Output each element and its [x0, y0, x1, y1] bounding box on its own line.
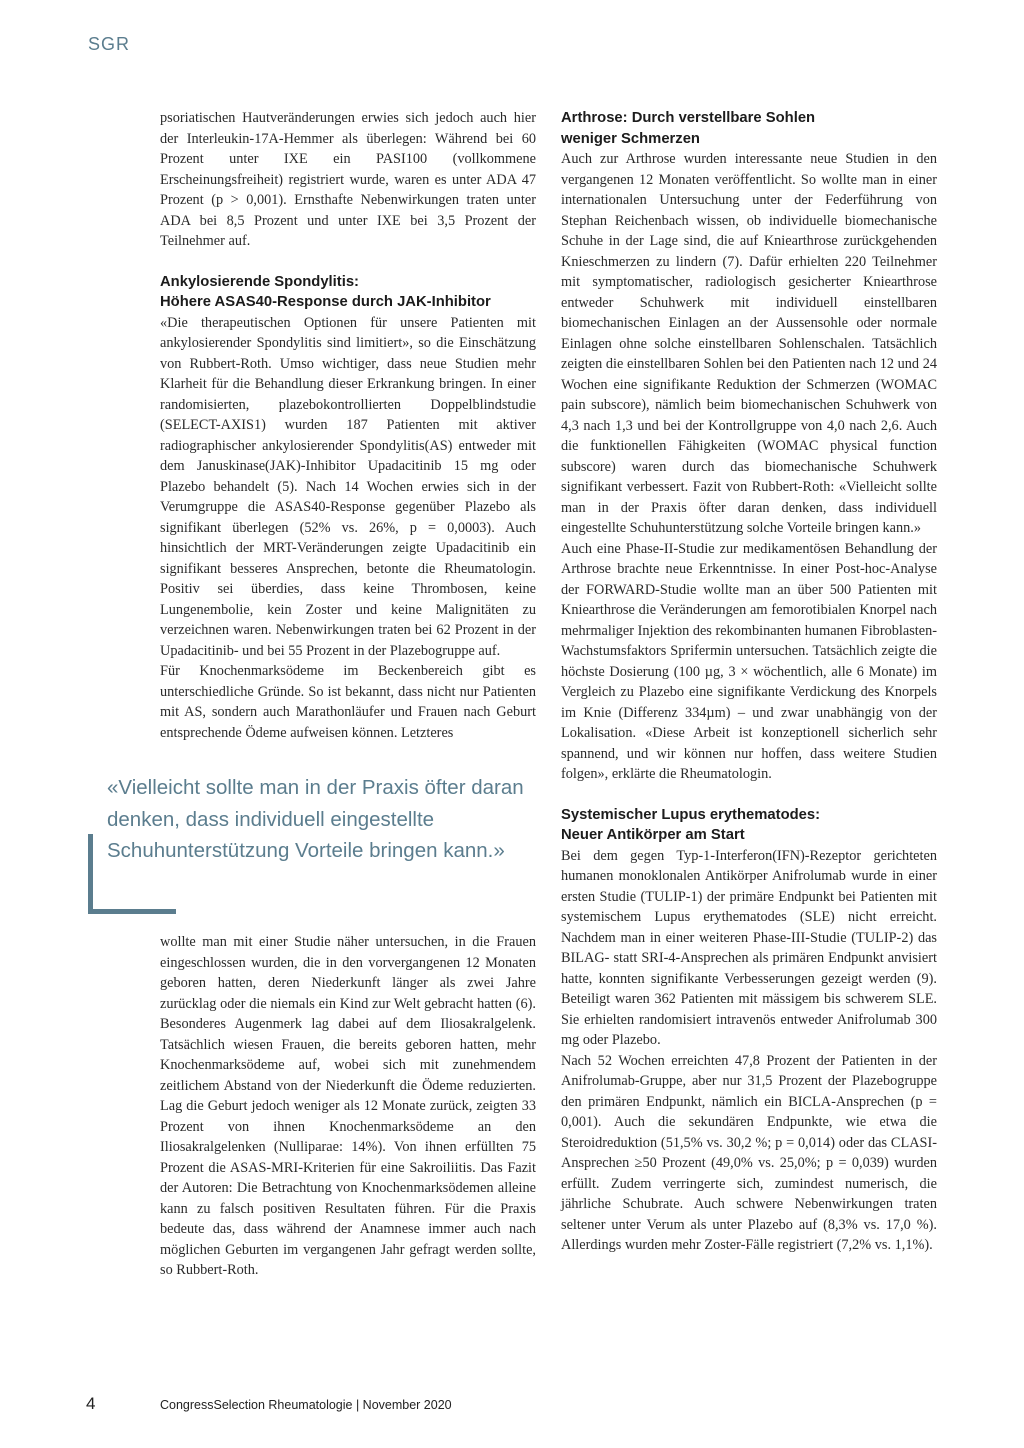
pull-quote-bracket	[88, 909, 176, 914]
column-left-bottom	[160, 932, 536, 1281]
section-heading-spondylitis	[160, 272, 536, 313]
paragraph: Auch eine Phase-II-Studie zur medikamentösen Behandlung der Arthrose brachte neue Erkenntnisse. In einer Post-hoc-Analyse der FORWARD-Studie wollte man an über 500 Patienten mit Kniearthrose die Veränderungen am femorotibialen Knorpel nach mehrmaliger Injektion des rekombinanten humanen Fibroblasten-Wachstumsfaktors Sprifermin untersuchen. Tatsächlich zeigte die höchste Dosierung (100 µg, 3 × wöchentlich, alle 6 Monate) im Vergleich zu Plazebo eine signifikante Verdickung des Knorpels im Knie (Differenz 334µm) – und zwar unabhängig von der Lokalisation. «Diese Arbeit ist konzeptionell sicherlich sehr spannend, und wir können nur hoffen, dass weitere Studien folgen», erklärte die Rheumatologin.	[561, 540, 937, 782]
section-label: SGR	[88, 34, 131, 54]
page-number: 4	[86, 1394, 96, 1413]
column-right	[561, 108, 937, 1256]
pull-quote-text: «Vielleicht sollte man in der Praxis öfter daran denken, dass individuell eingestellte Schuhunterstützung Vorteile bringen kann.»	[107, 776, 524, 862]
pull-quote-bracket	[88, 834, 93, 914]
paragraph: Nach 52 Wochen erreichten 47,8 Prozent der Patienten in der Anifrolumab-Gruppe, aber nur 31,5 Prozent der Plazebogruppe den primären Endpunkt, nämlich ein BICLA-Ansprechen (p = 0,001). Auch die sekundären Endpunkte, wie etwa die Steroidreduktion (51,5% vs. 30,2 %; p = 0,014) oder das CLASI-Ansprechen ≥50 Prozent (49,0% vs. 25,0%; p = 0,039) wurden erfüllt. Zudem verringerte sich, zumindest numerisch, die jährliche Schubrate. Auch schwere Nebenwirkungen traten seltener unter Verum als unter Plazebo auf (8,3% vs. 17,0 %). Allerdings wurden mehr Zoster-Fälle registriert (7,2% vs. 1,1%).	[561, 1052, 937, 1253]
paragraph: Bei dem gegen Typ-1-Interferon(IFN)-Rezeptor gerichteten humanen monoklonalen Antikörper Anifrolumab wurde in einer ersten Studie (TULIP-1) der primäre Endpunkt bei Patienten mit systemischem Lupus erythematodes (SLE) nicht erreicht. Nachdem man in einer weiteren Phase-III-Studie (TULIP-2) das BILAG- statt SRI-4-Ansprechen als primären Endpunkt anvisiert hatte, konnten signifikante Verbesserungen gezeigt werden (9). Beteiligt waren 362 Patienten mit mässigem bis schwerem SLE. Sie erhielten randomisiert intravenös entweder Anifrolumab 300 mg oder Plazebo.	[561, 847, 937, 1048]
pull-quote	[88, 772, 538, 910]
section-heading-lupus	[561, 805, 937, 846]
paragraph: «Die therapeutischen Optionen für unsere Patienten mit ankylosierender Spondylitis sind limitiert», so die Einschätzung von Rubbert-Roth. Umso wichtiger, dass neue Studien mehr Klarheit für die Behandlung dieser Erkrankung bringen. In einer randomisierten, plazebokontrollierten Doppelblindstudie (SELECT-AXIS1) wurden 187 Patienten mit aktiver radiographischer ankylosierender Spondylitis(AS) entweder mit dem Januskinase(JAK)-Inhibitor Upadacitinib 15 mg oder Plazebo behandelt (5). Nach 14 Wochen erwies sich in der Verumgruppe die ASAS40-Response gegenüber Plazebo als signifikant überlegen (52% vs. 26%, p = 0,0003). Auch hinsichtlich der MRT-Veränderungen zeigte Upadacitinib ein signifikant besseres Ansprechen, betonte die Rheumatologin. Positiv sei überdies, dass keine Thrombosen, keine Lungenembolie, kein Zoster und keine Malignitäten zu verzeichnen waren. Nebenwirkungen traten bei 62 Prozent in der Upadacitinib- und bei 55 Prozent in der Plazebogruppe auf.	[160, 314, 536, 659]
paragraph: Für Knochenmarksödeme im Beckenbereich gibt es unterschiedliche Gründe. So ist bekannt, dass nicht nur Patienten mit AS, sondern auch Marathonläufer und Frauen nach Geburt entsprechende Ödeme aufweisen können. Letzteres	[160, 663, 536, 741]
heading-line: Ankylosierende Spondylitis:	[160, 273, 359, 290]
heading-line: Systemischer Lupus erythematodes:	[561, 806, 821, 823]
heading-line: weniger Schmerzen	[561, 130, 700, 147]
paragraph: psoriatischen Hautveränderungen erwies sich jedoch auch hier der Interleukin-17A-Hemmer als überlegen: Während bei 60 Prozent unter IXE ein PASI100 (vollkommene Erscheinungsfreiheit) registriert wurde, waren es unter ADA 47 Prozent (p > 0,001). Ernsthafte Nebenwirkungen traten unter ADA bei 8,5 Prozent und unter IXE bei 3,5 Prozent der Teilnehmer auf.	[160, 110, 536, 249]
column-left-top	[160, 108, 536, 743]
heading-line: Arthrose: Durch verstellbare Sohlen	[561, 110, 816, 126]
heading-line: Neuer Antikörper am Start	[561, 827, 745, 843]
heading-line: Höhere ASAS40-Response durch JAK-Inhibitor	[160, 294, 491, 310]
footer-publication: CongressSelection Rheumatologie | November 2020	[160, 1398, 452, 1412]
paragraph: Auch zur Arthrose wurden interessante neue Studien in den vergangenen 12 Monaten veröffentlicht. So wollte man in einer internationalen Untersuchung unter der Federführung von Stephan Reichenbach wissen, ob individuelle biomechanische Schuhe in der Lage sind, die auf Kniearthrose zurückgehenden Knieschmerzen zu lindern (7). Dafür erhielten 220 Teilnehmer mit symptomatischer, radiologisch gesicherter Kniearthrose entweder Schuhwerk mit individuell einstellbaren biomechanischen Einlagen an der Aussensohle oder normale Einlagen ohne solche einstellbaren Sohlenschalen. Tatsächlich zeigten die einstellbaren Sohlen bei den Patienten nach 12 und 24 Wochen eine signifikante Reduktion der Schmerzen (WOMAC pain subscore), nämlich beim biomechanischen Schuhwerk von 4,3 nach 1,3 und bei der Kontrollgruppe von 4,0 nach 2,6. Auch die funktionellen Fähigkeiten (WOMAC physical function subscore) waren durch das biomechanische Schuhwerk signifikant verbessert. Fazit von Rubbert-Roth: «Vielleicht sollte man in der Praxis öfter daran denken, dass individuell eingestellte Schuhunterstützung solche Vorteile bringen kann.»	[561, 151, 937, 536]
paragraph: wollte man mit einer Studie näher untersuchen, in die Frauen eingeschlossen wurden, die in den vorvergangenen 12 Monaten geboren hatten, deren Niederkunft länger als zwei Jahre zurücklag oder die niemals ein Kind zur Welt gebracht hatten (6). Besonderes Augenmerk lag dabei auf dem Iliosakralgelenk. Tatsächlich wiesen Frauen, die bereits geboren hatten, mehr Knochenmarksödeme auf, wobei sich mit zunehmendem zeitlichem Abstand von der Niederkunft die Ödeme reduzierten. Lag die Geburt jedoch weniger als 12 Monate zurück, zeigten 33 Prozent von ihnen Knochenmarksödeme an den Iliosakralgelenken (Nulliparae: 14%). Von ihnen erfüllten 75 Prozent die ASAS-MRI-Kriterien für eine Sakroiliitis. Das Fazit der Autoren: Die Betrachtung von Knochenmarksödemen alleine kann zu falsch positiven Resultaten führen. Für die Praxis bedeute das, dass während der Anamnese immer auch nach möglichen Geburten im vergangenen Jahr gefragt werden sollte, so Rubbert-Roth.	[160, 934, 536, 1278]
section-heading-arthrose	[561, 108, 937, 149]
